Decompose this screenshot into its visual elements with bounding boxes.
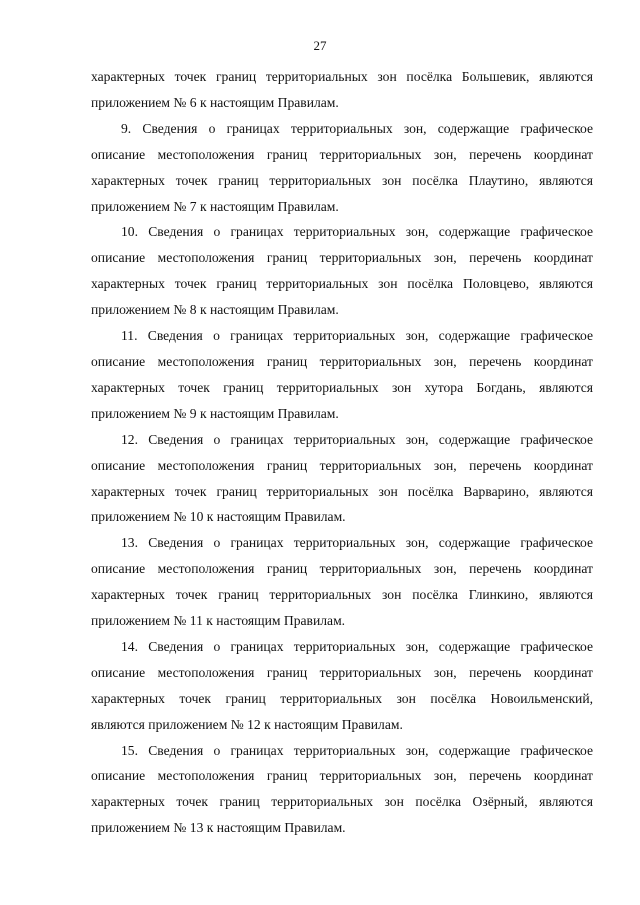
- text-line: приложением № 7 к настоящим Правилам.: [91, 198, 339, 214]
- text-line: описание местоположения границ территориальных зон, перечень координат: [91, 768, 593, 784]
- text-line: 14. Сведения о границах территориальных зон, содержащие графическое: [121, 638, 593, 654]
- paragraph: [91, 219, 593, 323]
- text-line: приложением № 9 к настоящим Правилам.: [91, 405, 339, 421]
- text-line: характерных точек границ территориальных зон посёлка Половцево, являются: [91, 276, 593, 292]
- text-line: приложением № 10 к настоящим Правилам.: [91, 509, 346, 525]
- text-line: являются приложением № 12 к настоящим Правилам.: [91, 716, 403, 732]
- text-line: 11. Сведения о границах территориальных зон, содержащие графическое: [121, 328, 593, 344]
- paragraph: [91, 530, 593, 634]
- page-number: 27: [313, 38, 327, 53]
- text-line: 13. Сведения о границах территориальных зон, содержащие графическое: [121, 535, 593, 551]
- text-line: описание местоположения границ территориальных зон, перечень координат: [91, 353, 593, 369]
- text-line: характерных точек границ территориальных зон посёлка Глинкино, являются: [91, 587, 593, 603]
- text-line: приложением № 13 к настоящим Правилам.: [91, 820, 346, 836]
- text-line: описание местоположения границ территориальных зон, перечень координат: [91, 146, 593, 162]
- paragraph: [91, 634, 593, 738]
- text-line: характерных точек границ территориальных зон посёлка Большевик, являются: [91, 69, 593, 84]
- paragraph: [91, 64, 593, 116]
- paragraph: [91, 323, 593, 427]
- text-line: описание местоположения границ территориальных зон, перечень координат: [91, 561, 593, 577]
- text-line: приложением № 8 к настоящим Правилам.: [91, 302, 339, 318]
- text-line: приложением № 6 к настоящим Правилам.: [91, 94, 339, 110]
- text-line: описание местоположения границ территориальных зон, перечень координат: [91, 457, 593, 473]
- text-line: характерных точек границ территориальных зон хутора Богдань, являются: [91, 379, 593, 395]
- paragraph: [91, 427, 593, 531]
- text-line: 9. Сведения о границах территориальных зон, содержащие графическое: [121, 120, 593, 136]
- text-line: описание местоположения границ территориальных зон, перечень координат: [91, 250, 593, 266]
- text-line: характерных точек границ территориальных зон посёлка Варварино, являются: [91, 483, 593, 499]
- paragraph: [91, 738, 593, 842]
- text-line: характерных точек границ территориальных зон посёлка Озёрный, являются: [91, 794, 593, 810]
- text-line: 10. Сведения о границах территориальных зон, содержащие графическое: [121, 224, 593, 240]
- text-line: приложением № 11 к настоящим Правилам.: [91, 613, 346, 629]
- text-line: характерных точек границ территориальных зон посёлка Новоильменский,: [91, 690, 593, 706]
- text-line: 15. Сведения о границах территориальных зон, содержащие графическое: [121, 742, 593, 758]
- text-line: 12. Сведения о границах территориальных зон, содержащие графическое: [121, 431, 593, 447]
- text-line: характерных точек границ территориальных зон посёлка Плаутино, являются: [91, 172, 593, 188]
- text-line: описание местоположения границ территориальных зон, перечень координат: [91, 664, 593, 680]
- paragraph: [91, 116, 593, 220]
- document-body: [91, 64, 593, 841]
